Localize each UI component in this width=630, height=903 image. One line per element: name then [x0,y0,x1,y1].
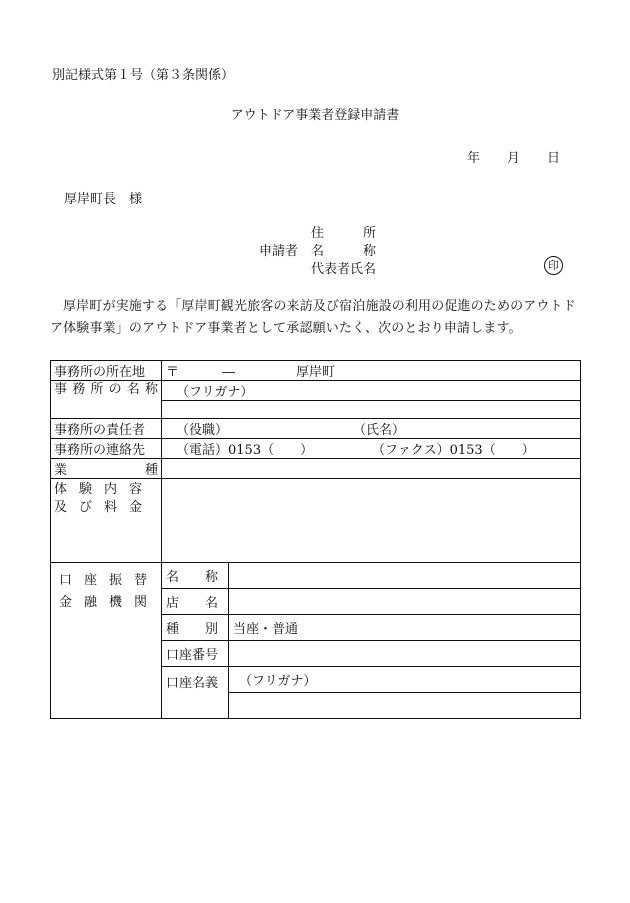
contact-label: 事務所の連絡先 [51,439,162,459]
application-table [50,360,581,719]
form-label: 別記様式第１号（第３条関係） [52,68,235,83]
row-bank-name [51,563,581,589]
bank-label-cell [51,563,162,719]
location-label: 事務所の所在地 [51,361,162,381]
bank-name-label: 名 称 [162,563,229,589]
industry-value[interactable] [162,459,581,479]
row-experience [51,479,581,563]
row-office-name [51,381,581,401]
manager-value[interactable] [162,419,581,439]
date-month: 月 [507,151,521,166]
contact-fax: （ファクス）0153（ ） [372,443,535,458]
experience-value[interactable] [162,479,581,563]
contact-value[interactable] [162,439,581,459]
contact-phone: （電話）0153（ ） [176,443,314,458]
experience-label-2: 及び料金 [54,500,155,515]
applicant-label: 申請者 [259,244,299,259]
account-number-label: 口座番号 [162,641,229,667]
manager-label: 事務所の責任者 [51,419,162,439]
industry-label: 業 種 [54,463,158,478]
row-location [51,361,581,381]
postal-mark: 〒 [166,365,180,380]
account-holder-label: 口座名義 [162,667,229,719]
experience-label-1: 体験内容 [54,482,155,497]
document-title: アウトドア事業者登録申請書 [230,108,400,123]
location-value[interactable] [162,361,581,381]
account-type-label: 種 別 [162,615,229,641]
intro-paragraph: 厚岸町が実施する「厚岸町観光旅客の来訪及び宿泊施設の利用の促進のためのアウトドア体験事業」のアウトドア事業者として承認願いたく、次のとおり申請します。 [50,299,576,336]
postal-dash: ― [222,365,235,380]
addressee: 厚岸町長 様 [64,192,143,207]
date-year: 年 [467,151,481,166]
manager-person-name: （氏名） [353,423,406,438]
bank-branch-label: 店 名 [162,589,229,615]
industry-label-cell [51,459,162,479]
row-manager [51,419,581,439]
experience-label-cell [51,479,162,563]
office-name-value[interactable] [162,401,581,419]
seal-mark: 印 [544,256,563,275]
office-name-label-cell [51,381,162,419]
bank-label-2: 金融機関 [59,595,160,610]
office-name-label: 事 務 所 の 名 称 [54,382,158,397]
bank-label-1: 口座振替 [59,573,160,588]
date-day: 日 [547,151,561,166]
bank-branch-value[interactable] [229,589,581,615]
town-name: 厚岸町 [296,365,336,380]
applicant-name-label: 名 称 [311,244,377,259]
bank-name-value[interactable] [229,563,581,589]
row-contact [51,439,581,459]
account-number-value[interactable] [229,641,581,667]
account-holder-value[interactable] [229,693,581,719]
date-line [467,147,560,166]
account-type-value[interactable]: 当座・普通 [229,615,581,641]
office-furigana[interactable] [162,381,581,401]
account-holder-furigana-label: （フリガナ） [239,674,317,689]
office-furigana-label: （フリガナ） [176,385,254,400]
applicant-rep-label: 代表者氏名 [311,262,377,277]
applicant-address-label: 住 所 [311,226,377,241]
manager-position: （役職） [176,423,229,438]
account-holder-furigana[interactable] [229,667,581,693]
row-industry [51,459,581,479]
